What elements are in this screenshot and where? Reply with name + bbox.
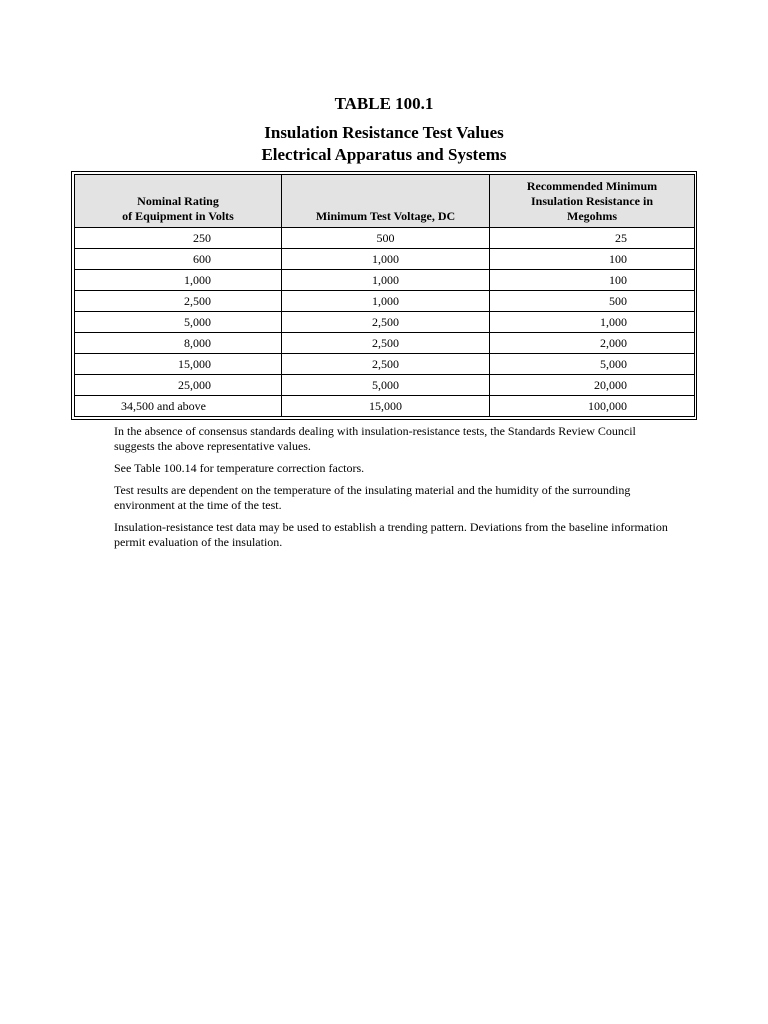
table-notes bbox=[114, 424, 674, 557]
cell-nominal-rating: 25,000 bbox=[75, 375, 282, 396]
cell-min-resistance: 25 bbox=[490, 228, 695, 249]
header-line: Nominal Rating bbox=[137, 194, 219, 208]
note-paragraph: Test results are dependent on the temperature of the insulating material and the humidity of the surrounding environment at the time of the test. bbox=[114, 483, 631, 512]
header-line: Megohms bbox=[567, 209, 617, 223]
cell-test-voltage: 1,000 bbox=[282, 249, 490, 270]
note-paragraph: Insulation-resistance test data may be used to establish a trending pattern. Deviations from the baseline information permit evaluation of the insulation. bbox=[114, 520, 668, 549]
cell-nominal-rating: 2,500 bbox=[75, 291, 282, 312]
note-paragraph: In the absence of consensus standards dealing with insulation-resistance tests, the Standards Review Council suggests the above representative values. bbox=[114, 424, 636, 453]
table-row bbox=[75, 249, 695, 270]
cell-test-voltage: 500 bbox=[282, 228, 490, 249]
cell-min-resistance: 1,000 bbox=[490, 312, 695, 333]
cell-nominal-rating: 600 bbox=[75, 249, 282, 270]
cell-nominal-rating: 250 bbox=[75, 228, 282, 249]
table-header-row bbox=[75, 175, 695, 228]
cell-min-resistance: 100 bbox=[490, 270, 695, 291]
table-row bbox=[75, 291, 695, 312]
cell-min-resistance: 2,000 bbox=[490, 333, 695, 354]
cell-test-voltage: 5,000 bbox=[282, 375, 490, 396]
table-title: Insulation Resistance Test Values bbox=[264, 123, 504, 142]
cell-test-voltage: 1,000 bbox=[282, 270, 490, 291]
table-row bbox=[75, 375, 695, 396]
cell-test-voltage: 2,500 bbox=[282, 312, 490, 333]
header-line: Insulation Resistance in bbox=[530, 194, 654, 208]
table-subtitle: Electrical Apparatus and Systems bbox=[261, 145, 507, 164]
header-min-test-voltage bbox=[282, 175, 490, 228]
cell-nominal-rating: 15,000 bbox=[75, 354, 282, 375]
table-row bbox=[75, 396, 695, 417]
cell-min-resistance: 20,000 bbox=[490, 375, 695, 396]
table-row bbox=[75, 228, 695, 249]
header-line: of Equipment in Volts bbox=[122, 209, 234, 223]
cell-min-resistance: 500 bbox=[490, 291, 695, 312]
header-line: Minimum Test Voltage, DC bbox=[315, 209, 456, 223]
header-nominal-rating bbox=[75, 175, 282, 228]
cell-nominal-rating: 1,000 bbox=[75, 270, 282, 291]
table-row bbox=[75, 312, 695, 333]
cell-nominal-rating: 5,000 bbox=[75, 312, 282, 333]
cell-test-voltage: 2,500 bbox=[282, 333, 490, 354]
insulation-resistance-table bbox=[74, 174, 695, 417]
header-recommended-resistance bbox=[490, 175, 695, 228]
header-line: Recommended Minimum bbox=[526, 179, 658, 193]
table-row bbox=[75, 333, 695, 354]
cell-nominal-rating: 8,000 bbox=[75, 333, 282, 354]
table-number: TABLE 100.1 bbox=[334, 94, 434, 113]
cell-min-resistance: 100 bbox=[490, 249, 695, 270]
insulation-table-frame bbox=[71, 171, 697, 420]
cell-min-resistance: 5,000 bbox=[490, 354, 695, 375]
cell-min-resistance: 100,000 bbox=[490, 396, 695, 417]
cell-test-voltage: 2,500 bbox=[282, 354, 490, 375]
cell-test-voltage: 1,000 bbox=[282, 291, 490, 312]
cell-nominal-rating: 34,500 and above bbox=[75, 396, 282, 417]
table-row bbox=[75, 270, 695, 291]
cell-test-voltage: 15,000 bbox=[282, 396, 490, 417]
note-paragraph: See Table 100.14 for temperature correction factors. bbox=[114, 461, 365, 475]
table-row bbox=[75, 354, 695, 375]
